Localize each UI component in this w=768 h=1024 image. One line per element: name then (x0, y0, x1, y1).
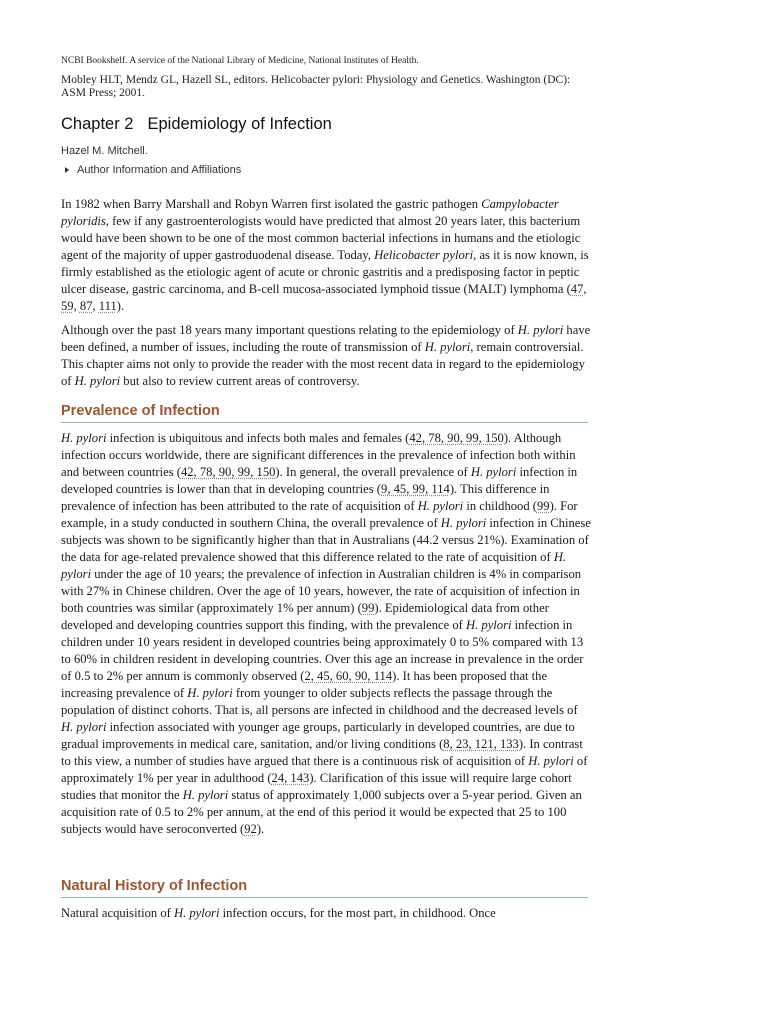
text-run: infection is ubiquitous and infects both males and females ( (106, 431, 410, 445)
reference-link[interactable]: 111 (98, 299, 117, 313)
reference-link[interactable]: 8, 23, 121, 133 (443, 737, 519, 751)
chapter-title-text: Epidemiology of Infection (147, 115, 332, 133)
species-name: Campylobacter pyloridis (61, 197, 559, 228)
species-name: H. pylori (61, 431, 107, 445)
chapter-title (61, 115, 332, 134)
text-run: infection associated with younger age groups, particularly in developed countries, are due to gradual improvements in medical care, sanitation, and/or living conditions ( (61, 720, 575, 751)
reference-link[interactable]: 9, 45, 99, 114 (381, 482, 450, 496)
text-run: infection in Chinese subjects was shown to be significantly higher than that in Australians (44.2 versus 21%). Examination of the data for age-related prevalence showed that this difference related to the rate of acquisition of (61, 516, 591, 564)
text-run: , remain controversial. This chapter aims not only to provide the reader with the most recent data in regard to the epidemiology of (61, 340, 585, 388)
text-run: In 1982 when Barry Marshall and Robyn Warren first isolated the gastric pathogen (61, 197, 482, 211)
reference-link[interactable]: 47 (570, 282, 584, 296)
expand-triangle-icon (65, 167, 69, 173)
text-run: of approximately 1% per year in adulthood ( (61, 754, 588, 785)
species-name: H. pylori (470, 465, 517, 479)
text-run: ). (256, 822, 265, 836)
text-run: under the age of 10 years; the prevalence of infection in Australian children is 4% in comparison with 27% in Chinese children. Over the age of 10 years, however, the rate of acquisition of infection in both countries was similar (approximately 1% per annum) ( (61, 567, 582, 615)
species-name: H. pylori (528, 754, 574, 768)
text-run: ). This difference in prevalence of infection has been attributed to the rate of acquisition of (61, 482, 550, 513)
section-heading-prevalence: Prevalence of Infection (61, 403, 588, 423)
species-name: H. pylori (173, 906, 220, 920)
text-run: have been defined, a number of issues, including the route of transmission of (61, 323, 591, 354)
reference-link[interactable]: 42, 78, 90, 99, 150 (409, 431, 504, 445)
species-name: H. pylori (517, 323, 564, 337)
species-name: H. pylori (466, 618, 512, 632)
text-run: ). In contrast to this view, a number of studies have argued that there is a continuous risk of acquisition of (61, 737, 583, 768)
affiliations-toggle[interactable] (61, 164, 241, 176)
natural-history-paragraph (61, 905, 591, 922)
species-name: H. pylori (74, 374, 121, 388)
prevalence-paragraph (61, 430, 591, 838)
intro-paragraph-1: In 1982 when Barry Marshall and Robyn Warren first isolated the gastric pathogen Campylobacter pyloridis, few if any gastroenterologists would have predicted that almost 20 years later, this bacterium would have been shown to be one of the most common bacterial infections in humans and the etiologic agent of the majority of upper gastroduodenal disease. Today, Helicobacter pylori, as it is now known, is firmly established as the etiologic agent of acute or chronic gastritis and a predisposing factor in peptic ulcer disease, gastric carcinoma, and B-cell mucosa-associated lymphoid tissue (MALT) lymphoma (47, 59, 87, 111). (61, 197, 589, 313)
reference-link[interactable]: 42, 78, 90, 99, 150 (180, 465, 276, 479)
text-run: infection in children under 10 years resident in developed countries being approximately 0 to 5% compared with 13 to 60% in children resident in developing countries. Over this age an increase in prevalence in the order of 0.5 to 2% per annum is commonly observed ( (61, 618, 584, 683)
species-name: H. pylori (417, 499, 464, 513)
affiliations-toggle-label: Author Information and Affiliations (77, 164, 242, 176)
reference-link[interactable]: 92 (244, 822, 257, 836)
species-name: H. pylori (182, 788, 229, 802)
species-name: Helicobacter pylori (374, 248, 474, 262)
text-run: infection occurs, for the most part, in childhood. Once (219, 906, 496, 920)
text-run: , few if any gastroenterologists would have predicted that almost 20 years later, this bacterium would have been shown to be one of the most common bacterial infections in humans and the etiologic agent of the majority of upper gastroduodenal disease. Today, (61, 214, 581, 262)
text-run: ). In general, the overall prevalence of (275, 465, 471, 479)
text-run: ). Although infection occurs worldwide, there are significant differences in the prevalence of infection both within and between countries ( (61, 431, 576, 479)
reference-link[interactable]: 99 (361, 601, 375, 615)
text-run: , as it is now known, is firmly established as the etiologic agent of acute or chronic gastritis and a predisposing factor in peptic ulcer disease, gastric carcinoma, and B-cell mucosa-associated lymphoid tissue (MALT) lymphoma ( (61, 248, 589, 296)
text-run: Although over the past 18 years many important questions relating to the epidemiology of (61, 323, 518, 337)
species-name: H. pylori (424, 340, 471, 354)
text-run: ). It has been proposed that the increasing prevalence of (61, 669, 548, 700)
text-run: ). Epidemiological data from other developed and developing countries support this finding, with the prevalence of (61, 601, 549, 632)
text-run: but also to review current areas of controversy. (120, 374, 360, 388)
species-name: H. pylori (187, 686, 233, 700)
species-name: H. pylori (61, 720, 107, 734)
author-name: Hazel M. Mitchell. (61, 145, 148, 157)
reference-link[interactable]: 2, 45, 60, 90, 114 (304, 669, 393, 683)
text-run: ). For example, in a study conducted in southern China, the overall prevalence of (61, 499, 578, 530)
species-name: H. pylori (440, 516, 487, 530)
source-line: NCBI Bookshelf. A service of the National Library of Medicine, National Institutes of Health. (61, 56, 419, 66)
section-heading-natural-history: Natural History of Infection (61, 878, 588, 898)
species-name: H. pylori (61, 550, 567, 581)
reference-link[interactable]: 59 (61, 299, 74, 313)
book-citation: Mobley HLT, Mendz GL, Hazell SL, editors. Helicobacter pylori: Physiology and Genetics. Washington (DC): ASM Press; 2001. (61, 74, 571, 99)
text-run: in childhood ( (463, 499, 537, 513)
reference-link[interactable]: 99 (536, 499, 550, 513)
reference-link[interactable]: 24, 143 (271, 771, 310, 785)
text-run: infection in developed countries is lower than that in developing countries ( (61, 465, 578, 496)
text-run: Natural acquisition of (61, 906, 174, 920)
text-run: ). (116, 299, 125, 313)
text-run: status of approximately 1,000 subjects over a 5-year period. Given an acquisition rate of 0.5 to 2% per annum, at the end of this period it would be expected that 25 to 100 subjects would have seroconverted ( (61, 788, 582, 836)
text-run: from younger to older subjects reflects the passage through the population of distinct cohorts. That is, all persons are infected in childhood and the decreased levels of (61, 686, 578, 717)
intro-paragraph-2 (61, 322, 591, 390)
chapter-number: Chapter 2 (61, 115, 134, 133)
text-run: ). Clarification of this issue will require large cohort studies that monitor the (61, 771, 572, 802)
reference-link[interactable]: 87 (79, 299, 93, 313)
